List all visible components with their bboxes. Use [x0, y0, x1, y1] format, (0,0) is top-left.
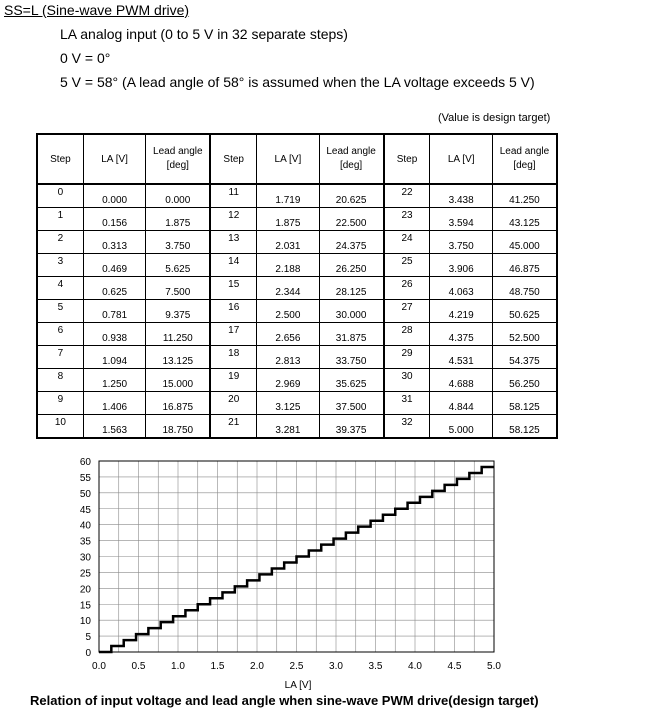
- la-cell: 2.188: [257, 254, 319, 277]
- step-cell: 25: [384, 254, 430, 277]
- la-cell: 4.375: [430, 323, 492, 346]
- chart-x-tick-label: 5.0: [487, 661, 501, 672]
- step-cell: 19: [210, 369, 256, 392]
- chart-y-tick-label: 10: [79, 616, 91, 628]
- chart-y-tick-label: 30: [79, 552, 91, 564]
- chart-y-tick-label: 5: [85, 632, 91, 644]
- la-cell: 0.938: [83, 323, 145, 346]
- chart-y-tick-label: 25: [79, 568, 91, 580]
- table-row: [37, 231, 557, 254]
- step-cell: 8: [37, 369, 83, 392]
- step-cell: 22: [384, 184, 430, 208]
- la-cell: 3.750: [430, 231, 492, 254]
- lead-angle-cell: 28.125: [319, 277, 383, 300]
- chart-y-tick-label: 60: [79, 457, 91, 468]
- chart-y-tick-label: 20: [79, 584, 91, 596]
- la-cell: 4.844: [430, 392, 492, 415]
- step-cell: 31: [384, 392, 430, 415]
- table-row: [37, 277, 557, 300]
- lead-angle-cell: 13.125: [146, 346, 210, 369]
- chart-x-tick-label: 2.5: [289, 661, 304, 672]
- la-cell: 0.625: [83, 277, 145, 300]
- table-row: [37, 346, 557, 369]
- la-cell: 0.469: [83, 254, 145, 277]
- la-cell: 2.031: [257, 231, 319, 254]
- lead-angle-cell: 20.625: [319, 184, 383, 208]
- la-cell: 2.500: [257, 300, 319, 323]
- header-lead-angle-line: [deg]: [513, 160, 536, 171]
- la-cell: 1.563: [83, 415, 145, 439]
- table-row: [37, 184, 557, 208]
- step-cell: 1: [37, 208, 83, 231]
- lead-angle-cell: 18.750: [146, 415, 210, 439]
- description-line-2: 0 V = 0°: [60, 50, 111, 66]
- step-cell: 20: [210, 392, 256, 415]
- la-cell: 4.531: [430, 346, 492, 369]
- la-cell: 1.250: [83, 369, 145, 392]
- lead-angle-cell: 33.750: [319, 346, 383, 369]
- table-row: [37, 323, 557, 346]
- la-cell: 3.281: [257, 415, 319, 439]
- la-cell: 4.063: [430, 277, 492, 300]
- lead-angle-cell: 50.625: [492, 300, 557, 323]
- header-lead-angle: [146, 134, 210, 184]
- la-cell: 0.156: [83, 208, 145, 231]
- header-la: LA [V]: [83, 134, 145, 184]
- lead-angle-cell: 37.500: [319, 392, 383, 415]
- la-cell: 3.594: [430, 208, 492, 231]
- step-cell: 26: [384, 277, 430, 300]
- lead-angle-cell: 22.500: [319, 208, 383, 231]
- table-row: [37, 415, 557, 439]
- lead-angle-cell: 26.250: [319, 254, 383, 277]
- header-lead-angle-line: [deg]: [339, 160, 363, 171]
- step-cell: 3: [37, 254, 83, 277]
- header-la: LA [V]: [430, 134, 492, 184]
- header-step: Step: [37, 134, 83, 184]
- step-cell: 10: [37, 415, 83, 439]
- lead-angle-cell: 41.250: [492, 184, 557, 208]
- section-heading: SS=L (Sine-wave PWM drive): [4, 2, 190, 18]
- step-cell: 5: [37, 300, 83, 323]
- la-cell: 2.344: [257, 277, 319, 300]
- header-la: LA [V]: [257, 134, 319, 184]
- chart-x-tick-label: 1.0: [171, 661, 185, 672]
- lead-angle-cell: 45.000: [492, 231, 557, 254]
- lead-angle-cell: 11.250: [146, 323, 210, 346]
- chart-y-tick-label: 55: [79, 472, 91, 484]
- la-cell: 0.000: [83, 184, 145, 208]
- lead-angle-cell: 58.125: [492, 415, 557, 439]
- lead-angle-cell: 15.000: [146, 369, 210, 392]
- chart-y-tick-label: 0: [85, 648, 91, 659]
- step-cell: 6: [37, 323, 83, 346]
- lead-angle-cell: 7.500: [146, 277, 210, 300]
- chart-x-tick-label: 0.0: [92, 661, 106, 672]
- la-cell: 2.969: [257, 369, 319, 392]
- header-lead-angle: [319, 134, 383, 184]
- step-cell: 18: [210, 346, 256, 369]
- step-cell: 11: [210, 184, 256, 208]
- step-cell: 2: [37, 231, 83, 254]
- chart-caption: Relation of input voltage and lead angle when sine-wave PWM drive(design target): [30, 693, 539, 708]
- lead-angle-cell: 46.875: [492, 254, 557, 277]
- step-cell: 29: [384, 346, 430, 369]
- la-cell: 2.656: [257, 323, 319, 346]
- chart-x-tick-label: 4.0: [408, 661, 422, 672]
- chart-y-tick-label: 15: [79, 600, 91, 612]
- la-cell: 2.813: [257, 346, 319, 369]
- chart-x-tick-label: 3.5: [368, 661, 383, 672]
- la-cell: 3.125: [257, 392, 319, 415]
- la-cell: 0.313: [83, 231, 145, 254]
- chart-x-tick-label: 3.0: [329, 661, 343, 672]
- step-cell: 23: [384, 208, 430, 231]
- lead-angle-cell: 9.375: [146, 300, 210, 323]
- step-cell: 14: [210, 254, 256, 277]
- step-cell: 16: [210, 300, 256, 323]
- header-lead-angle-line: [deg]: [166, 160, 189, 171]
- step-cell: 21: [210, 415, 256, 439]
- step-cell: 28: [384, 323, 430, 346]
- la-cell: 1.875: [257, 208, 319, 231]
- la-cell: 3.906: [430, 254, 492, 277]
- lead-angle-chart: [0, 440, 658, 690]
- header-lead-angle-line: Lead angle: [499, 146, 550, 157]
- lead-angle-cell: 48.750: [492, 277, 557, 300]
- design-target-note: (Value is design target): [438, 112, 551, 124]
- header-lead-angle: [492, 134, 557, 184]
- la-cell: 5.000: [430, 415, 492, 439]
- lead-angle-cell: 0.000: [146, 184, 210, 208]
- lead-angle-cell: 39.375: [319, 415, 383, 439]
- table-row: [37, 300, 557, 323]
- la-cell: 1.719: [257, 184, 319, 208]
- lead-angle-cell: 5.625: [146, 254, 210, 277]
- description-line-3: 5 V = 58° (A lead angle of 58° is assumed when the LA voltage exceeds 5 V): [60, 74, 535, 90]
- step-cell: 15: [210, 277, 256, 300]
- step-cell: 7: [37, 346, 83, 369]
- step-cell: 9: [37, 392, 83, 415]
- chart-y-tick-label: 50: [79, 488, 91, 500]
- step-cell: 12: [210, 208, 256, 231]
- step-cell: 13: [210, 231, 256, 254]
- table-row: [37, 208, 557, 231]
- la-cell: 3.438: [430, 184, 492, 208]
- header-lead-angle-line: Lead angle: [153, 146, 203, 157]
- chart-x-tick-label: 2.0: [250, 661, 264, 672]
- description-line-1: LA analog input (0 to 5 V in 32 separate steps): [60, 26, 348, 42]
- la-cell: 4.688: [430, 369, 492, 392]
- lead-angle-cell: 52.500: [492, 323, 557, 346]
- step-cell: 27: [384, 300, 430, 323]
- step-cell: 0: [37, 184, 83, 208]
- lead-angle-cell: 35.625: [319, 369, 383, 392]
- lead-angle-cell: 31.875: [319, 323, 383, 346]
- step-cell: 24: [384, 231, 430, 254]
- chart-x-axis-label: LA [V]: [284, 680, 312, 690]
- lead-angle-cell: 16.875: [146, 392, 210, 415]
- la-cell: 1.406: [83, 392, 145, 415]
- chart-x-tick-label: 0.5: [131, 661, 146, 672]
- header-step: Step: [384, 134, 430, 184]
- lead-angle-cell: 43.125: [492, 208, 557, 231]
- la-cell: 1.094: [83, 346, 145, 369]
- lead-angle-cell: 24.375: [319, 231, 383, 254]
- lead-angle-cell: 3.750: [146, 231, 210, 254]
- la-cell: 0.781: [83, 300, 145, 323]
- lead-angle-cell: 56.250: [492, 369, 557, 392]
- lead-angle-cell: 1.875: [146, 208, 210, 231]
- chart-x-tick-label: 1.5: [210, 661, 225, 672]
- header-step: Step: [210, 134, 256, 184]
- lead-angle-table: [36, 133, 558, 439]
- header-lead-angle-line: Lead angle: [326, 146, 376, 157]
- chart-y-tick-label: 35: [79, 536, 91, 548]
- chart-x-tick-label: 4.5: [447, 661, 462, 672]
- step-cell: 17: [210, 323, 256, 346]
- step-cell: 32: [384, 415, 430, 439]
- la-cell: 4.219: [430, 300, 492, 323]
- chart-y-tick-label: 45: [79, 504, 91, 516]
- lead-angle-cell: 30.000: [319, 300, 383, 323]
- table-row: [37, 254, 557, 277]
- step-cell: 4: [37, 277, 83, 300]
- lead-angle-cell: 54.375: [492, 346, 557, 369]
- table-row: [37, 369, 557, 392]
- step-cell: 30: [384, 369, 430, 392]
- chart-y-tick-label: 40: [79, 520, 91, 532]
- lead-angle-cell: 58.125: [492, 392, 557, 415]
- table-row: [37, 392, 557, 415]
